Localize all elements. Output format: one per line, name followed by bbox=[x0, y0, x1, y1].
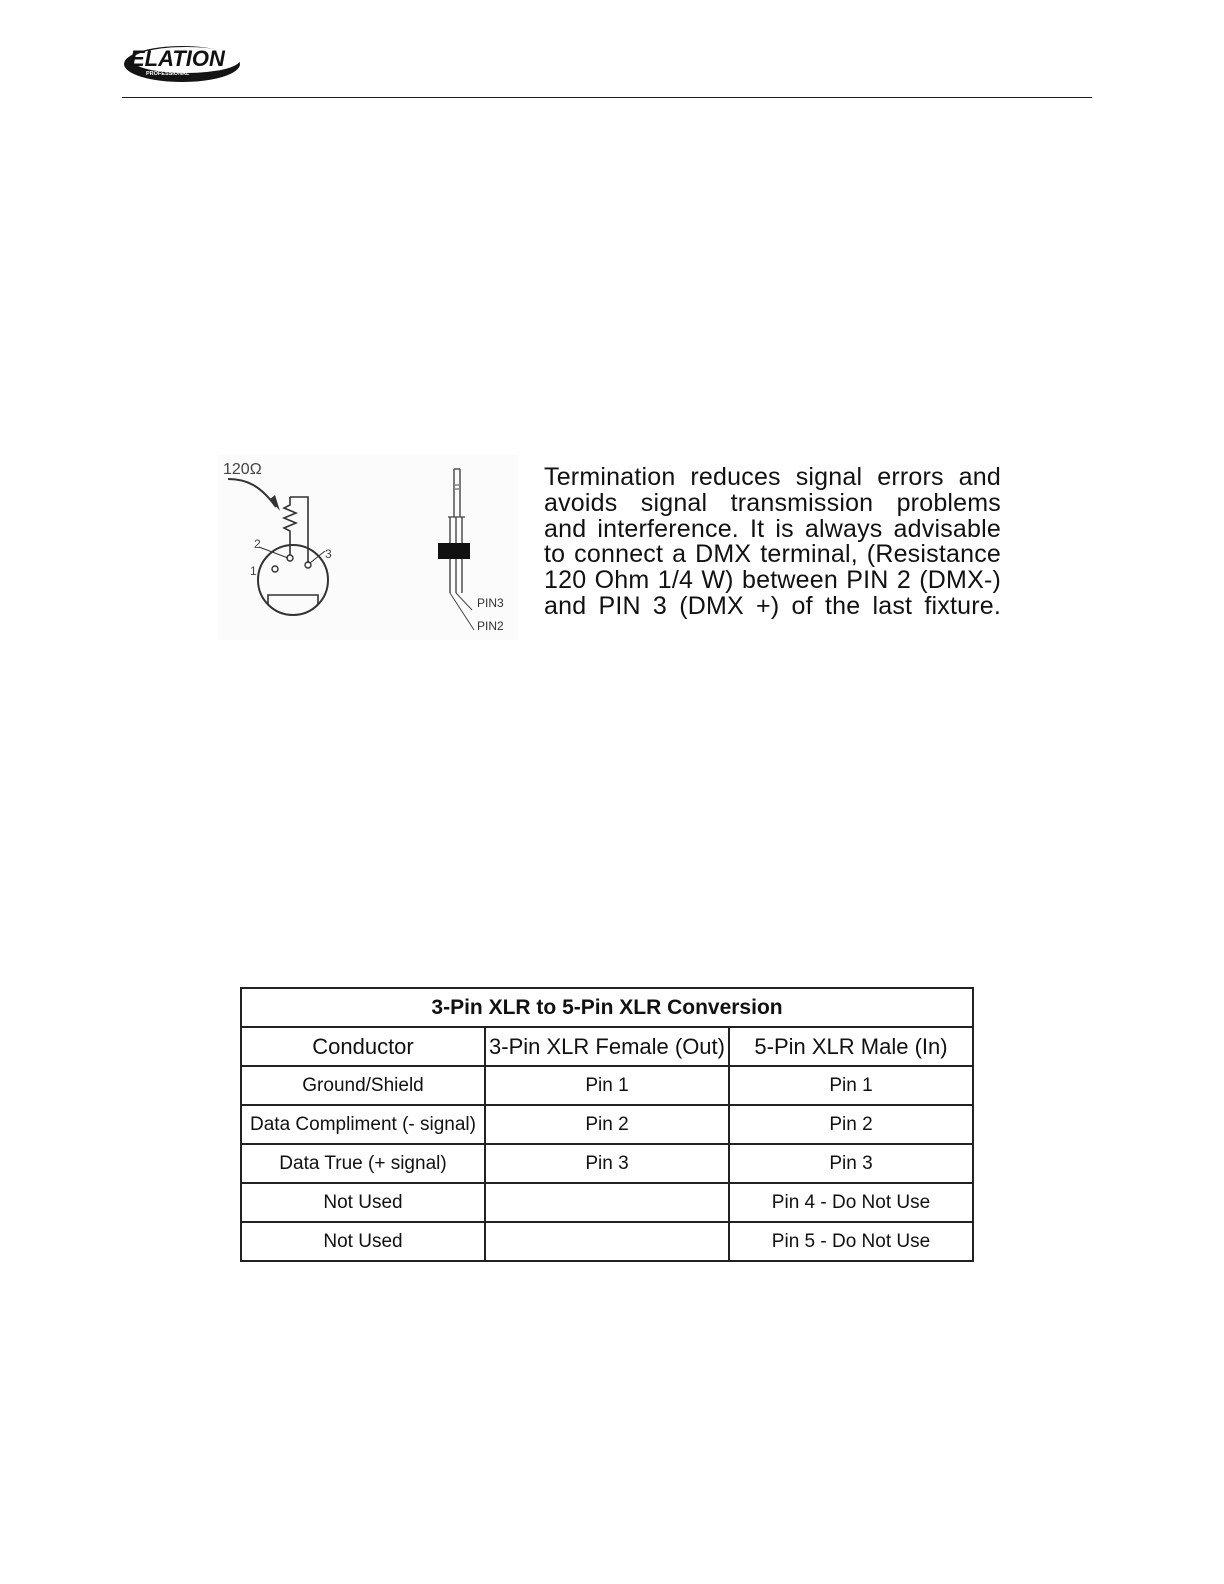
table-cell: Not Used bbox=[241, 1183, 485, 1222]
termination-line: 120 Ohm 1/4 W) between PIN 2 (DMX-) bbox=[544, 566, 1001, 595]
table-cell: Pin 3 bbox=[729, 1144, 973, 1183]
table-title-row bbox=[241, 988, 973, 1027]
table-cell: Pin 2 bbox=[485, 1105, 729, 1144]
termination-line: avoids signal transmission problems bbox=[544, 488, 1001, 517]
table-row bbox=[241, 1066, 973, 1105]
table-cell bbox=[485, 1222, 729, 1261]
column-header-3pin: 3-Pin XLR Female (Out) bbox=[485, 1027, 729, 1066]
table-cell: Pin 1 bbox=[729, 1066, 973, 1105]
table-cell: Pin 3 bbox=[485, 1144, 729, 1183]
column-header-5pin: 5-Pin XLR Male (In) bbox=[729, 1027, 973, 1066]
table-row bbox=[241, 1105, 973, 1144]
header-divider bbox=[122, 97, 1092, 98]
table-cell: Data True (+ signal) bbox=[241, 1144, 485, 1183]
xlr-conversion-table bbox=[240, 987, 974, 1262]
table-row bbox=[241, 1183, 973, 1222]
elation-logo bbox=[122, 38, 246, 86]
pin3-label: PIN3 bbox=[477, 596, 504, 610]
pin-number-1: 1 bbox=[250, 564, 257, 578]
table-title: 3-Pin XLR to 5-Pin XLR Conversion bbox=[241, 988, 973, 1027]
table-cell: Ground/Shield bbox=[241, 1066, 485, 1105]
table-cell: Pin 1 bbox=[485, 1066, 729, 1105]
table-cell: Pin 2 bbox=[729, 1105, 973, 1144]
table-cell bbox=[485, 1183, 729, 1222]
table-cell: Pin 5 - Do Not Use bbox=[729, 1222, 973, 1261]
table-cell: Pin 4 - Do Not Use bbox=[729, 1183, 973, 1222]
pin-number-2: 2 bbox=[254, 537, 261, 551]
termination-line: Termination reduces signal errors and bbox=[544, 463, 1001, 491]
termination-line: and interference. It is always advisable bbox=[544, 514, 1001, 543]
table-cell: Data Compliment (- signal) bbox=[241, 1105, 485, 1144]
resistor-value-label: 120Ω bbox=[223, 461, 262, 478]
pin2-label: PIN2 bbox=[477, 619, 504, 633]
table-header-row bbox=[241, 1027, 973, 1066]
termination-line: to connect a DMX terminal, (Resistance bbox=[544, 540, 1001, 569]
termination-paragraph bbox=[544, 465, 1001, 620]
column-header-conductor: Conductor bbox=[241, 1027, 485, 1066]
table-cell: Not Used bbox=[241, 1222, 485, 1261]
table-row bbox=[241, 1144, 973, 1183]
logo-wordmark: ELATION bbox=[130, 46, 225, 71]
dmx-termination-diagram bbox=[218, 455, 518, 640]
pin-number-3: 3 bbox=[325, 547, 332, 561]
logo-subtext: PROFESSIONAL bbox=[146, 71, 190, 77]
termination-line: and PIN 3 (DMX +) of the last fixture. bbox=[544, 591, 1001, 620]
table-row bbox=[241, 1222, 973, 1261]
